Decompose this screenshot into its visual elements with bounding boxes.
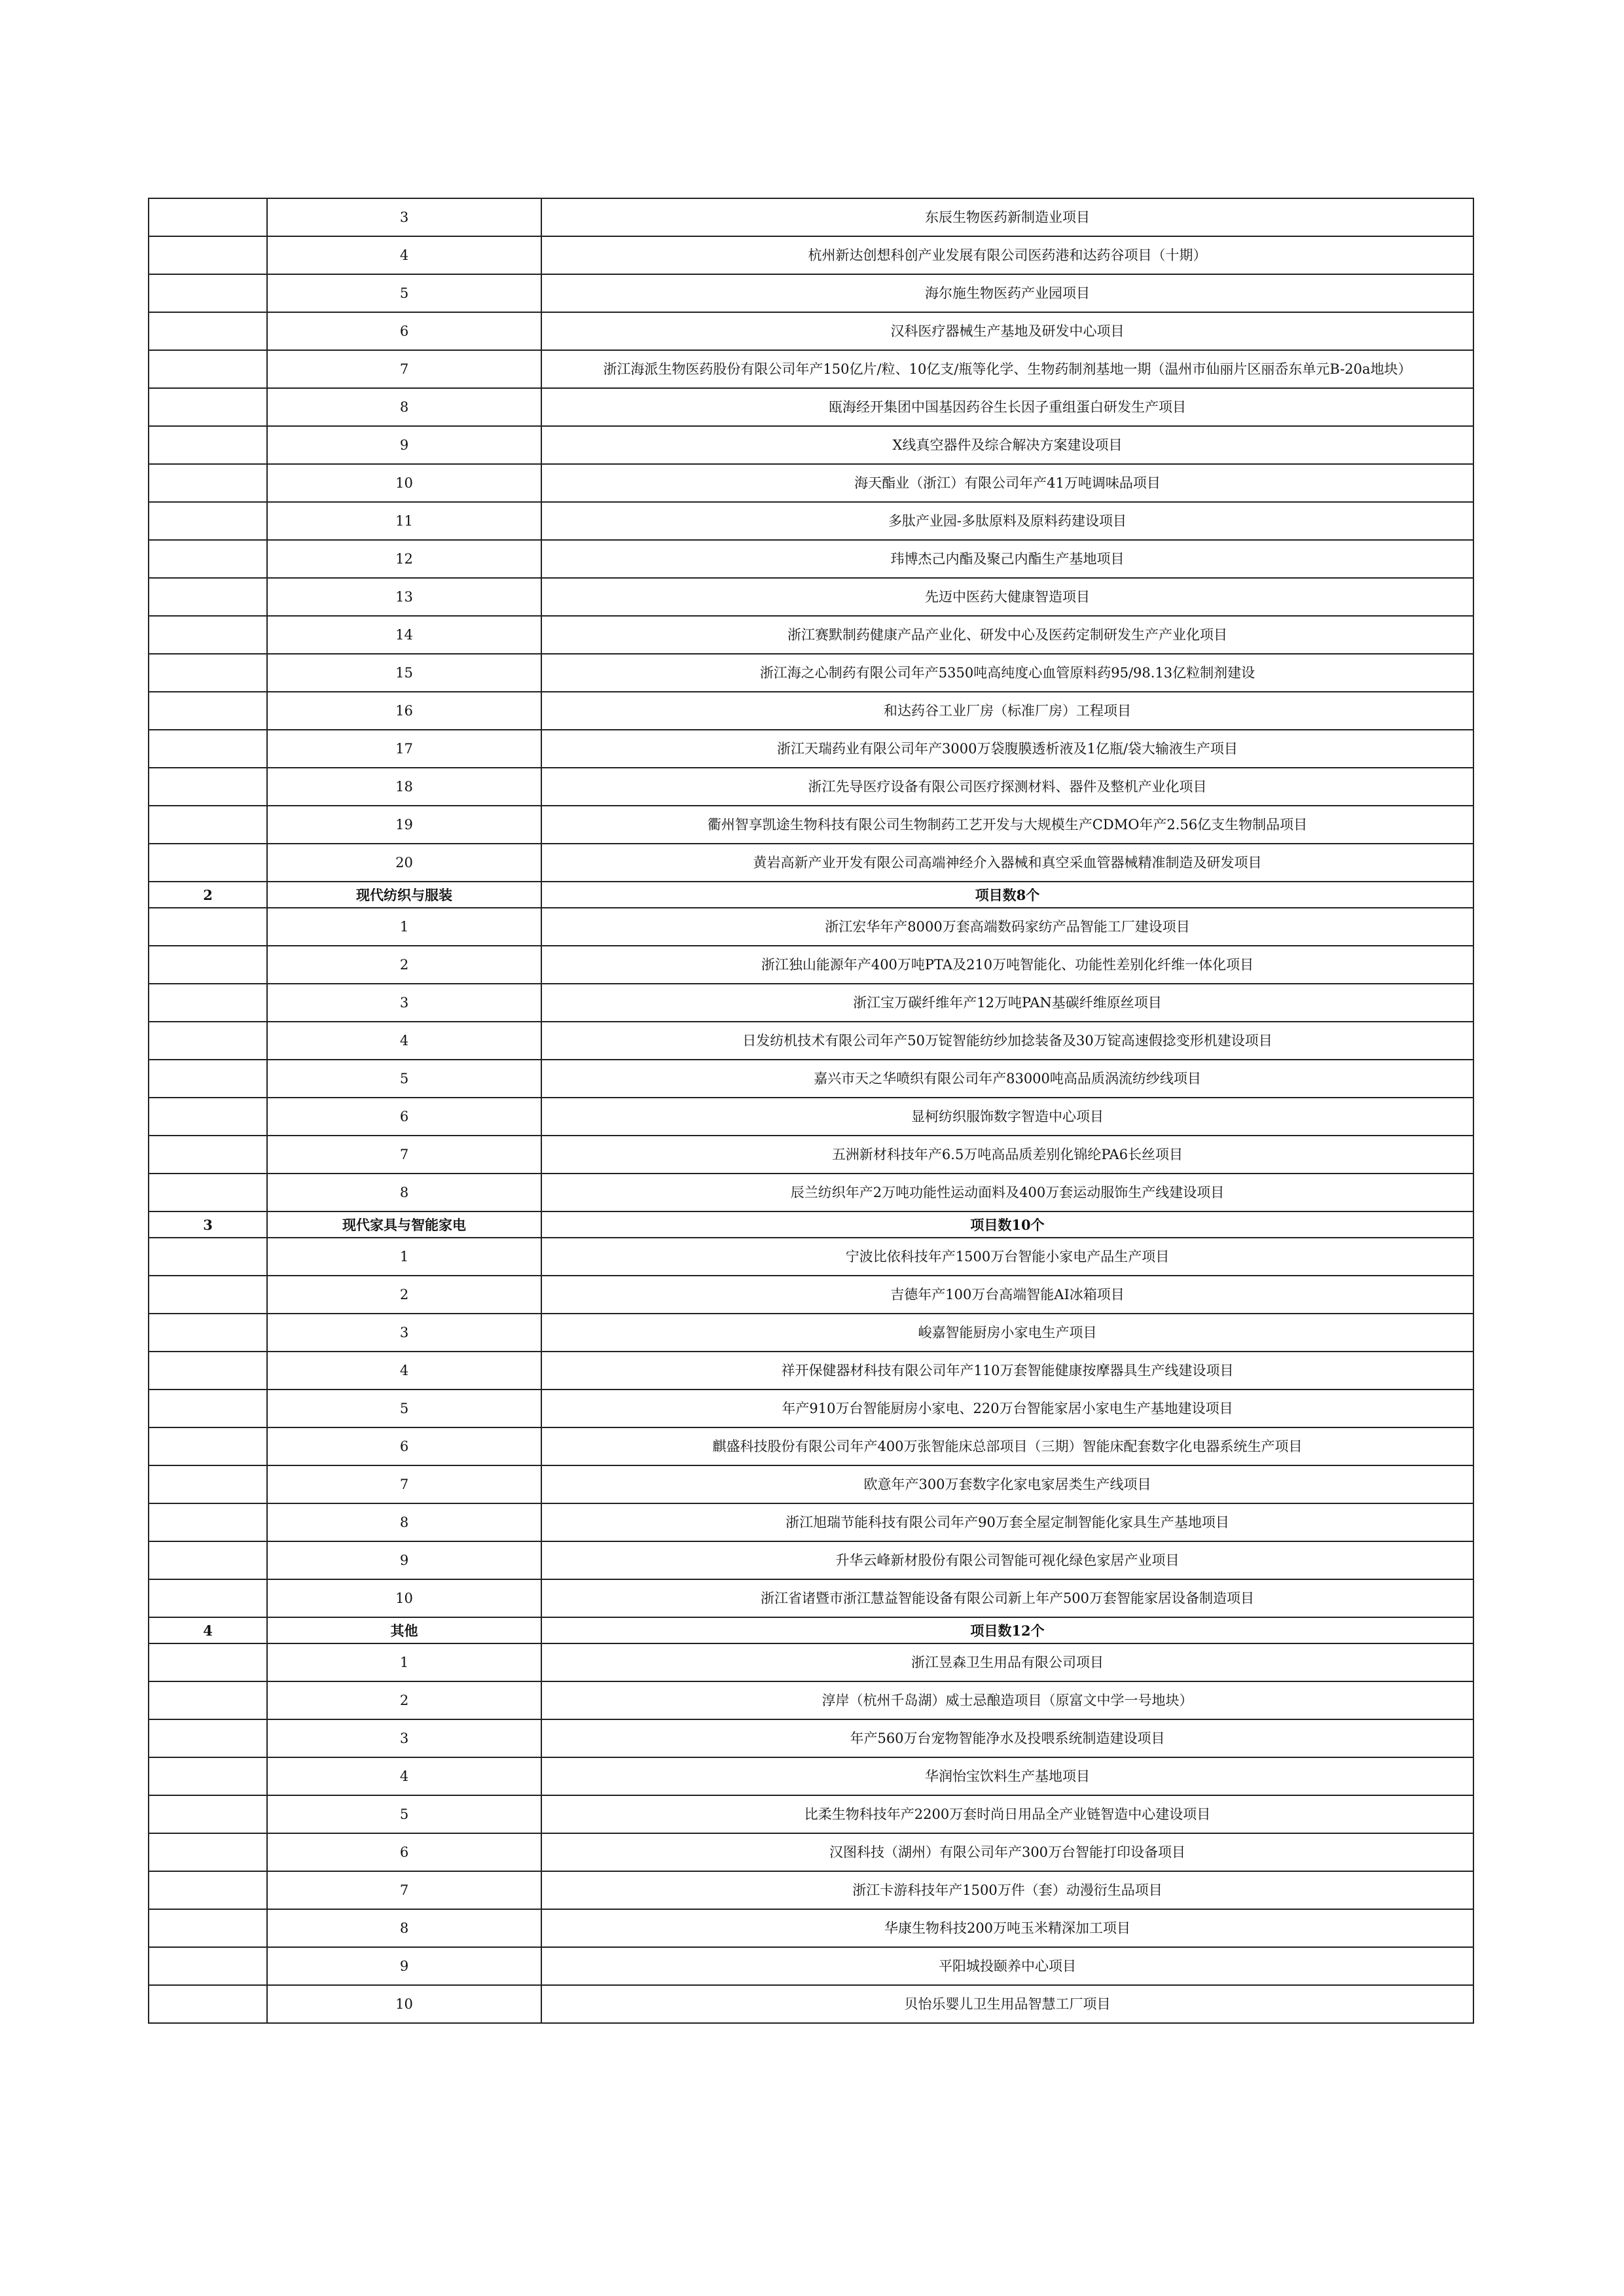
project-row bbox=[149, 1352, 1473, 1390]
project-row bbox=[149, 1833, 1473, 1871]
project-list-table bbox=[148, 198, 1474, 2024]
project-name: 五洲新材科技年产6.5万吨高品质差别化锦纶PA6长丝项目 bbox=[541, 1136, 1473, 1174]
project-row bbox=[149, 1276, 1473, 1314]
empty-cell bbox=[149, 426, 267, 464]
project-row bbox=[149, 1136, 1473, 1174]
project-row bbox=[149, 844, 1473, 882]
project-number: 3 bbox=[267, 1314, 541, 1352]
project-number: 8 bbox=[267, 1503, 541, 1541]
project-number: 7 bbox=[267, 350, 541, 388]
project-name: 比柔生物科技年产2200万套时尚日用品全产业链智造中心建设项目 bbox=[541, 1795, 1473, 1833]
project-row bbox=[149, 946, 1473, 984]
empty-cell bbox=[149, 946, 267, 984]
empty-cell bbox=[149, 236, 267, 274]
project-number: 7 bbox=[267, 1465, 541, 1503]
project-row bbox=[149, 1985, 1473, 2023]
project-name: 贝怡乐婴儿卫生用品智慧工厂项目 bbox=[541, 1985, 1473, 2023]
empty-cell bbox=[149, 730, 267, 768]
empty-cell bbox=[149, 1238, 267, 1276]
category-number: 3 bbox=[149, 1211, 267, 1238]
project-number: 4 bbox=[267, 236, 541, 274]
empty-cell bbox=[149, 1681, 267, 1719]
project-row bbox=[149, 1314, 1473, 1352]
empty-cell bbox=[149, 1795, 267, 1833]
project-number: 7 bbox=[267, 1136, 541, 1174]
empty-cell bbox=[149, 1174, 267, 1211]
empty-cell bbox=[149, 1871, 267, 1909]
project-name: 祥开保健器材科技有限公司年产110万套智能健康按摩器具生产线建设项目 bbox=[541, 1352, 1473, 1390]
project-row bbox=[149, 1871, 1473, 1909]
project-name: 浙江海派生物医药股份有限公司年产150亿片/粒、10亿支/瓶等化学、生物药制剂基地一期（温州市仙丽片区丽岙东单元B-20a地块） bbox=[541, 350, 1473, 388]
empty-cell bbox=[149, 1579, 267, 1617]
project-number: 9 bbox=[267, 1947, 541, 1985]
project-name: 黄岩高新产业开发有限公司高端神经介入器械和真空采血管器械精准制造及研发项目 bbox=[541, 844, 1473, 882]
project-number: 17 bbox=[267, 730, 541, 768]
project-name: 玮博杰己内酯及聚己内酯生产基地项目 bbox=[541, 540, 1473, 578]
empty-cell bbox=[149, 1136, 267, 1174]
project-name: 华润怡宝饮料生产基地项目 bbox=[541, 1757, 1473, 1795]
category-name: 其他 bbox=[267, 1617, 541, 1643]
project-name: 峻嘉智能厨房小家电生产项目 bbox=[541, 1314, 1473, 1352]
project-row bbox=[149, 198, 1473, 236]
project-name: 浙江海之心制药有限公司年产5350吨高纯度心血管原料药95/98.13亿粒制剂建设 bbox=[541, 654, 1473, 692]
project-number: 10 bbox=[267, 1985, 541, 2023]
project-number: 1 bbox=[267, 908, 541, 946]
project-row bbox=[149, 464, 1473, 502]
project-row bbox=[149, 1909, 1473, 1947]
category-name: 现代家具与智能家电 bbox=[267, 1211, 541, 1238]
empty-cell bbox=[149, 692, 267, 730]
empty-cell bbox=[149, 806, 267, 844]
project-name: 浙江省诸暨市浙江慧益智能设备有限公司新上年产500万套智能家居设备制造项目 bbox=[541, 1579, 1473, 1617]
project-number: 5 bbox=[267, 274, 541, 312]
empty-cell bbox=[149, 908, 267, 946]
project-name: 东辰生物医药新制造业项目 bbox=[541, 198, 1473, 236]
category-number: 2 bbox=[149, 882, 267, 908]
project-row bbox=[149, 1174, 1473, 1211]
project-number: 16 bbox=[267, 692, 541, 730]
project-number: 8 bbox=[267, 1909, 541, 1947]
project-row bbox=[149, 274, 1473, 312]
empty-cell bbox=[149, 1909, 267, 1947]
project-row bbox=[149, 1681, 1473, 1719]
project-name: 辰兰纺织年产2万吨功能性运动面料及400万套运动服饰生产线建设项目 bbox=[541, 1174, 1473, 1211]
project-row bbox=[149, 312, 1473, 350]
project-row bbox=[149, 616, 1473, 654]
project-row bbox=[149, 578, 1473, 616]
project-row bbox=[149, 1541, 1473, 1579]
project-name: 浙江天瑞药业有限公司年产3000万袋腹膜透析液及1亿瓶/袋大输液生产项目 bbox=[541, 730, 1473, 768]
project-row bbox=[149, 1757, 1473, 1795]
project-number: 14 bbox=[267, 616, 541, 654]
empty-cell bbox=[149, 350, 267, 388]
empty-cell bbox=[149, 1541, 267, 1579]
project-number: 3 bbox=[267, 198, 541, 236]
project-row bbox=[149, 768, 1473, 806]
project-name: 麒盛科技股份有限公司年产400万张智能床总部项目（三期）智能床配套数字化电器系统生产项目 bbox=[541, 1427, 1473, 1465]
project-number: 4 bbox=[267, 1022, 541, 1060]
empty-cell bbox=[149, 540, 267, 578]
empty-cell bbox=[149, 1503, 267, 1541]
project-row bbox=[149, 236, 1473, 274]
project-row bbox=[149, 1643, 1473, 1681]
project-row bbox=[149, 1579, 1473, 1617]
project-name: 华康生物科技200万吨玉米精深加工项目 bbox=[541, 1909, 1473, 1947]
project-row bbox=[149, 1947, 1473, 1985]
project-row bbox=[149, 350, 1473, 388]
project-row bbox=[149, 984, 1473, 1022]
project-name: 浙江旭瑞节能科技有限公司年产90万套全屋定制智能化家具生产基地项目 bbox=[541, 1503, 1473, 1541]
project-number: 6 bbox=[267, 1427, 541, 1465]
project-number: 1 bbox=[267, 1643, 541, 1681]
project-number: 8 bbox=[267, 388, 541, 426]
project-row bbox=[149, 1022, 1473, 1060]
project-row bbox=[149, 1503, 1473, 1541]
project-name: 浙江昱森卫生用品有限公司项目 bbox=[541, 1643, 1473, 1681]
project-name: 浙江赛默制药健康产品产业化、研发中心及医药定制研发生产产业化项目 bbox=[541, 616, 1473, 654]
empty-cell bbox=[149, 844, 267, 882]
project-row bbox=[149, 1427, 1473, 1465]
project-row bbox=[149, 502, 1473, 540]
project-name: 年产560万台宠物智能净水及投喂系统制造建设项目 bbox=[541, 1719, 1473, 1757]
project-name: 先迈中医药大健康智造项目 bbox=[541, 578, 1473, 616]
project-row bbox=[149, 1060, 1473, 1098]
project-name: 年产910万台智能厨房小家电、220万台智能家居小家电生产基地建设项目 bbox=[541, 1390, 1473, 1427]
category-project-count: 项目数8个 bbox=[541, 882, 1473, 908]
category-row bbox=[149, 882, 1473, 908]
project-row bbox=[149, 1795, 1473, 1833]
project-number: 2 bbox=[267, 1681, 541, 1719]
project-row bbox=[149, 730, 1473, 768]
category-row bbox=[149, 1211, 1473, 1238]
project-name: 海尔施生物医药产业园项目 bbox=[541, 274, 1473, 312]
project-number: 15 bbox=[267, 654, 541, 692]
empty-cell bbox=[149, 1947, 267, 1985]
project-number: 3 bbox=[267, 1719, 541, 1757]
empty-cell bbox=[149, 768, 267, 806]
project-name: 浙江宏华年产8000万套高端数码家纺产品智能工厂建设项目 bbox=[541, 908, 1473, 946]
empty-cell bbox=[149, 578, 267, 616]
project-name: 日发纺机技术有限公司年产50万锭智能纺纱加捻装备及30万锭高速假捻变形机建设项目 bbox=[541, 1022, 1473, 1060]
empty-cell bbox=[149, 388, 267, 426]
empty-cell bbox=[149, 1098, 267, 1136]
empty-cell bbox=[149, 984, 267, 1022]
project-name: 和达药谷工业厂房（标准厂房）工程项目 bbox=[541, 692, 1473, 730]
project-row bbox=[149, 692, 1473, 730]
project-number: 6 bbox=[267, 312, 541, 350]
category-project-count: 项目数12个 bbox=[541, 1617, 1473, 1643]
project-number: 13 bbox=[267, 578, 541, 616]
empty-cell bbox=[149, 1465, 267, 1503]
project-name: 海天酯业（浙江）有限公司年产41万吨调味品项目 bbox=[541, 464, 1473, 502]
project-name: 平阳城投颐养中心项目 bbox=[541, 1947, 1473, 1985]
category-number: 4 bbox=[149, 1617, 267, 1643]
project-number: 5 bbox=[267, 1390, 541, 1427]
project-row bbox=[149, 540, 1473, 578]
empty-cell bbox=[149, 1757, 267, 1795]
empty-cell bbox=[149, 464, 267, 502]
project-number: 12 bbox=[267, 540, 541, 578]
project-number: 18 bbox=[267, 768, 541, 806]
empty-cell bbox=[149, 1833, 267, 1871]
empty-cell bbox=[149, 1314, 267, 1352]
project-name: 浙江宝万碳纤维年产12万吨PAN基碳纤维原丝项目 bbox=[541, 984, 1473, 1022]
project-row bbox=[149, 1238, 1473, 1276]
project-row bbox=[149, 426, 1473, 464]
project-number: 2 bbox=[267, 946, 541, 984]
project-name: 多肽产业园-多肽原料及原料药建设项目 bbox=[541, 502, 1473, 540]
project-row bbox=[149, 908, 1473, 946]
empty-cell bbox=[149, 274, 267, 312]
project-name: 汉科医疗器械生产基地及研发中心项目 bbox=[541, 312, 1473, 350]
empty-cell bbox=[149, 654, 267, 692]
empty-cell bbox=[149, 1985, 267, 2023]
project-number: 10 bbox=[267, 464, 541, 502]
project-row bbox=[149, 654, 1473, 692]
project-name: 嘉兴市天之华喷织有限公司年产83000吨高品质涡流纺纱线项目 bbox=[541, 1060, 1473, 1098]
project-row bbox=[149, 1098, 1473, 1136]
project-row bbox=[149, 1719, 1473, 1757]
project-number: 6 bbox=[267, 1098, 541, 1136]
project-name: 瓯海经开集团中国基因药谷生长因子重组蛋白研发生产项目 bbox=[541, 388, 1473, 426]
project-number: 4 bbox=[267, 1757, 541, 1795]
project-number: 3 bbox=[267, 984, 541, 1022]
project-name: X线真空器件及综合解决方案建设项目 bbox=[541, 426, 1473, 464]
project-number: 9 bbox=[267, 426, 541, 464]
empty-cell bbox=[149, 1719, 267, 1757]
project-number: 8 bbox=[267, 1174, 541, 1211]
project-name: 浙江先导医疗设备有限公司医疗探测材料、器件及整机产业化项目 bbox=[541, 768, 1473, 806]
empty-cell bbox=[149, 1643, 267, 1681]
project-name: 汉图科技（湖州）有限公司年产300万台智能打印设备项目 bbox=[541, 1833, 1473, 1871]
project-row bbox=[149, 1390, 1473, 1427]
empty-cell bbox=[149, 312, 267, 350]
empty-cell bbox=[149, 1390, 267, 1427]
empty-cell bbox=[149, 1352, 267, 1390]
project-number: 5 bbox=[267, 1060, 541, 1098]
project-number: 11 bbox=[267, 502, 541, 540]
project-name: 淳岸（杭州千岛湖）威士忌酿造项目（原富文中学一号地块） bbox=[541, 1681, 1473, 1719]
project-number: 5 bbox=[267, 1795, 541, 1833]
project-row bbox=[149, 388, 1473, 426]
empty-cell bbox=[149, 1276, 267, 1314]
project-name: 升华云峰新材股份有限公司智能可视化绿色家居产业项目 bbox=[541, 1541, 1473, 1579]
project-name: 浙江独山能源年产400万吨PTA及210万吨智能化、功能性差别化纤维一体化项目 bbox=[541, 946, 1473, 984]
project-name: 浙江卡游科技年产1500万件（套）动漫衍生品项目 bbox=[541, 1871, 1473, 1909]
project-number: 1 bbox=[267, 1238, 541, 1276]
project-name: 杭州新达创想科创产业发展有限公司医药港和达药谷项目（十期） bbox=[541, 236, 1473, 274]
project-number: 4 bbox=[267, 1352, 541, 1390]
empty-cell bbox=[149, 502, 267, 540]
project-name: 衢州智享凯途生物科技有限公司生物制药工艺开发与大规模生产CDMO年产2.56亿支生物制品项目 bbox=[541, 806, 1473, 844]
project-name: 欧意年产300万套数字化家电家居类生产线项目 bbox=[541, 1465, 1473, 1503]
project-number: 6 bbox=[267, 1833, 541, 1871]
category-name: 现代纺织与服装 bbox=[267, 882, 541, 908]
project-row bbox=[149, 806, 1473, 844]
project-name: 宁波比依科技年产1500万台智能小家电产品生产项目 bbox=[541, 1238, 1473, 1276]
project-row bbox=[149, 1465, 1473, 1503]
empty-cell bbox=[149, 1060, 267, 1098]
table-body bbox=[149, 198, 1473, 2023]
category-row bbox=[149, 1617, 1473, 1643]
project-name: 显柯纺织服饰数字智造中心项目 bbox=[541, 1098, 1473, 1136]
project-number: 2 bbox=[267, 1276, 541, 1314]
project-name: 吉德年产100万台高端智能AI冰箱项目 bbox=[541, 1276, 1473, 1314]
project-number: 10 bbox=[267, 1579, 541, 1617]
project-number: 20 bbox=[267, 844, 541, 882]
empty-cell bbox=[149, 198, 267, 236]
project-number: 9 bbox=[267, 1541, 541, 1579]
category-project-count: 项目数10个 bbox=[541, 1211, 1473, 1238]
empty-cell bbox=[149, 1427, 267, 1465]
project-number: 7 bbox=[267, 1871, 541, 1909]
empty-cell bbox=[149, 616, 267, 654]
project-number: 19 bbox=[267, 806, 541, 844]
empty-cell bbox=[149, 1022, 267, 1060]
